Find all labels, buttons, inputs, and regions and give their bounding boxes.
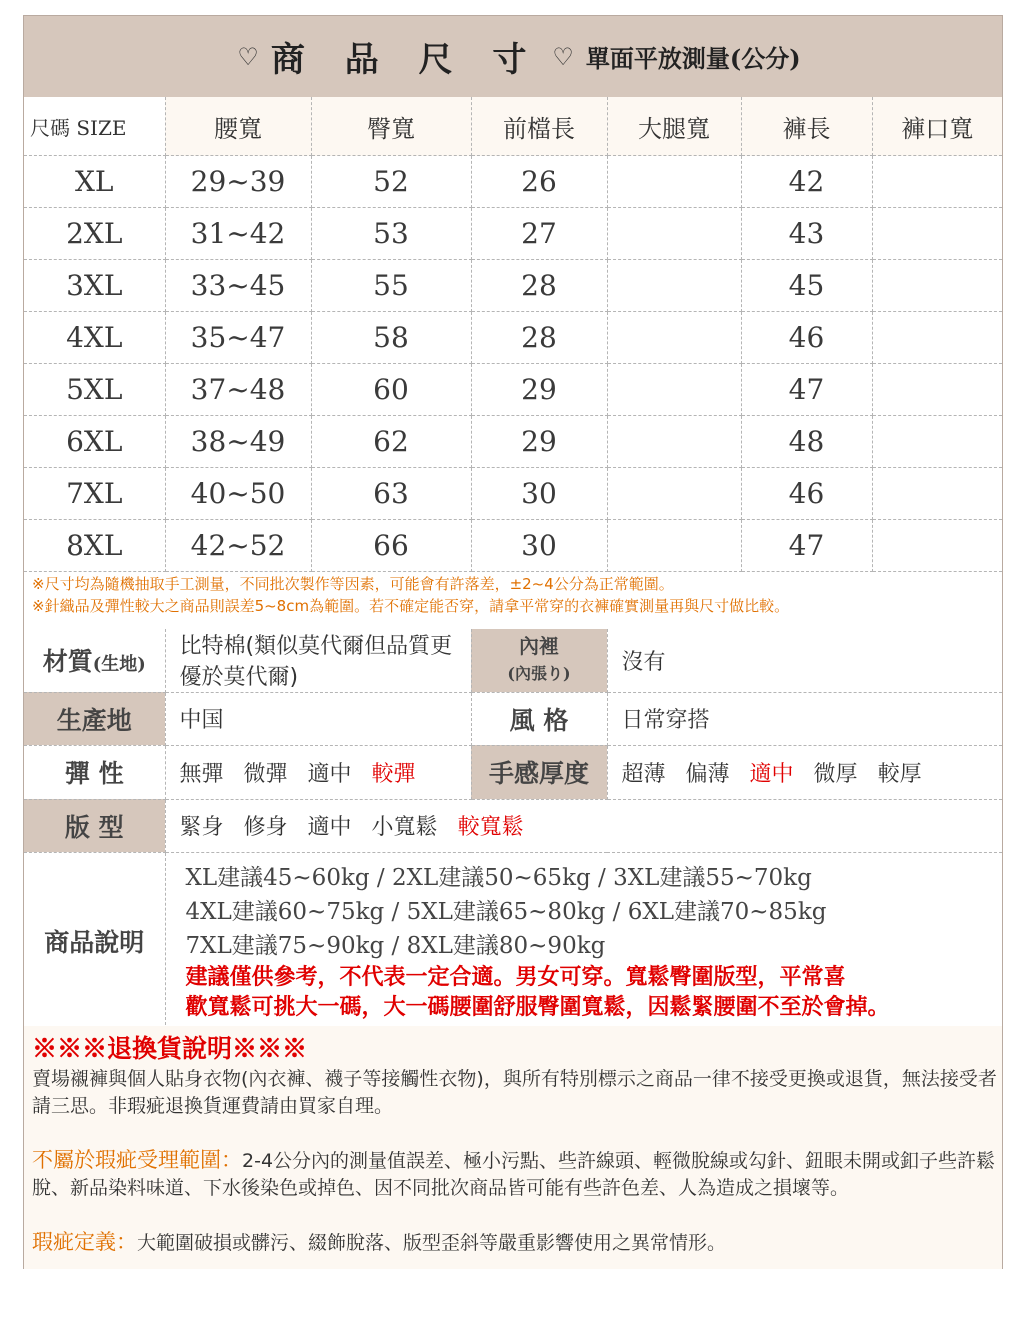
measurement-cell: 63 [311,468,471,520]
measurement-cell: 29 [471,364,607,416]
measurement-cell: 47 [741,520,872,572]
measurement-cell [872,208,1002,260]
column-header-size: 尺碼 SIZE [24,97,165,156]
thickness-option: 較厚 [877,761,922,787]
size-table-row [24,312,1002,364]
return-policy-body [32,1066,997,1284]
measurement-cell: 33~45 [165,260,311,312]
measurement-cell: 38~49 [165,416,311,468]
size-table [24,97,1002,572]
return-policy-title: ※※※退換貨說明※※※ [32,1034,308,1063]
size-label-cell: 7XL [24,468,165,520]
measurement-cell [607,260,741,312]
material-value: 比特棉(類似莫代爾但品質更優於莫代爾) [165,629,471,692]
measurement-cell: 29 [471,416,607,468]
column-header-thigh: 大腿寬 [607,97,741,156]
size-label-cell: 3XL [24,260,165,312]
measurement-cell: 45 [741,260,872,312]
non-defect-text: 2-4公分內的測量值誤差、極小污點、些許線頭、輕微脫線或勾針、鈕眼未開或釦子些許鬆脫、新品染料味道、下水後染色或掉色、因不同批次商品皆可能有些許色差、人為造成之損壞等。 [32,1150,996,1199]
fit-option: 修身 [243,815,288,840]
size-table-header-row [24,97,1002,156]
heart-icon: ♡ [552,42,574,71]
size-table-row [24,208,1002,260]
measurement-notes [32,573,997,617]
size-label-cell: 8XL [24,520,165,572]
measurement-cell: 31~42 [165,208,311,260]
measurement-cell: 37~48 [165,364,311,416]
origin-value: 中国 [165,692,471,745]
lining-label: 內裡 (內張り) [471,629,607,692]
measurement-cell [872,416,1002,468]
header-banner [24,16,1002,97]
fit-option: 小寬鬆 [371,815,438,840]
size-label-cell: 5XL [24,364,165,416]
return-policy-paragraph: 賣場襯褲與個人貼身衣物(內衣褲、襪子等接觸性衣物)，與所有特別標示之商品一律不接受更換或退貨，無法接受者請三思。非瑕疵退換貨運費請由買家自理。 [32,1068,997,1117]
elasticity-option: 較彈 [371,761,416,787]
size-table-row [24,520,1002,572]
size-label-cell: 4XL [24,312,165,364]
measurement-cell [872,468,1002,520]
elasticity-option: 適中 [307,761,352,787]
measurement-cell: 55 [311,260,471,312]
measurement-cell: 42~52 [165,520,311,572]
measurement-cell: 53 [311,208,471,260]
measurement-cell [607,364,741,416]
measurement-cell: 42 [741,156,872,208]
description-line: XL建議45~60kg / 2XL建議50~65kg / 3XL建議55~70kg [185,864,812,891]
style-value: 日常穿搭 [607,692,1002,745]
measurement-cell: 46 [741,312,872,364]
measurement-cell: 48 [741,416,872,468]
measurement-cell: 26 [471,156,607,208]
defect-definition-label: 瑕疵定義： [32,1230,137,1254]
measurement-cell: 43 [741,208,872,260]
size-chart-document [23,15,1003,1269]
info-row-origin [24,692,1002,745]
column-header-front-rise: 前檔長 [471,97,607,156]
non-defect-label: 不屬於瑕疵受理範圍： [32,1148,242,1172]
measurement-cell [872,520,1002,572]
thickness-option: 偏薄 [685,761,730,787]
thickness-option: 微厚 [813,761,858,787]
return-policy-section [24,1026,1002,1269]
thickness-option: 超薄 [621,761,666,787]
measurement-cell: 47 [741,364,872,416]
measurement-cell: 66 [311,520,471,572]
column-header-hip: 臀寬 [311,97,471,156]
product-info-table [24,629,1002,1030]
fit-options [165,799,1002,852]
measurement-cell [607,520,741,572]
measurement-cell: 52 [311,156,471,208]
thickness-label: 手感厚度 [471,745,607,799]
return-policy-paragraph [32,1147,997,1202]
material-label: 材質(生地) [24,629,165,692]
size-table-row [24,364,1002,416]
column-header-waist: 腰寬 [165,97,311,156]
measurement-cell [872,156,1002,208]
lining-value: 沒有 [607,629,1002,692]
elasticity-option: 無彈 [179,761,224,787]
size-table-row [24,416,1002,468]
measurement-cell: 35~47 [165,312,311,364]
measurement-cell [607,416,741,468]
description-line: 7XL建議75~90kg / 8XL建議80~90kg [185,932,606,959]
elasticity-option: 微彈 [243,761,288,787]
fit-option: 適中 [307,815,352,840]
size-label-cell: XL [24,156,165,208]
description-body [165,852,1002,1029]
measurement-cell: 28 [471,312,607,364]
elasticity-options [165,745,471,799]
description-note: 歡寬鬆可挑大一碼，大一碼腰圍舒服臀圍寬鬆，因鬆緊腰圍不至於會掉。 [185,994,890,1020]
size-label-cell: 6XL [24,416,165,468]
size-table-row [24,260,1002,312]
page-subtitle: 單面平放測量(公分) [585,44,801,73]
fit-label: 版 型 [24,799,165,852]
info-row-elasticity [24,745,1002,799]
measurement-cell: 46 [741,468,872,520]
note-line: ※針織品及彈性較大之商品則誤差5~8cm為範圍。若不確定能否穿，請拿平常穿的衣褲確實測量再與尺寸做比較。 [32,597,790,615]
measurement-cell: 29~39 [165,156,311,208]
column-header-hem: 褲口寬 [872,97,1002,156]
info-row-fit [24,799,1002,852]
thickness-options [607,745,1002,799]
measurement-cell [607,312,741,364]
measurement-cell: 30 [471,468,607,520]
size-table-row [24,156,1002,208]
measurement-cell: 30 [471,520,607,572]
origin-label: 生產地 [24,692,165,745]
fit-option: 緊身 [179,815,224,840]
note-line: ※尺寸均為隨機抽取手工測量，不同批次製作等因素，可能會有許落差，±2~4公分為正常範圍。 [32,575,674,593]
page-title: 商 品 尺 寸 [270,40,541,80]
measurement-cell [607,156,741,208]
description-label: 商品說明 [24,852,165,1029]
measurement-cell: 60 [311,364,471,416]
measurement-cell: 27 [471,208,607,260]
info-row-material [24,629,1002,692]
fit-option: 較寬鬆 [457,815,524,840]
defect-definition-text: 大範圍破損或髒污、綴飾脫落、版型歪斜等嚴重影響使用之異常情形。 [137,1232,727,1254]
column-header-length: 褲長 [741,97,872,156]
measurement-cell: 58 [311,312,471,364]
measurement-cell: 28 [471,260,607,312]
size-label-cell: 2XL [24,208,165,260]
measurement-cell: 62 [311,416,471,468]
measurement-cell [607,208,741,260]
elasticity-label: 彈 性 [24,745,165,799]
description-line: 4XL建議60~75kg / 5XL建議65~80kg / 6XL建議70~85kg [185,898,827,925]
description-note: 建議僅供參考，不代表一定合適。男女可穿。寬鬆臀圍版型，平常喜 [185,964,846,990]
style-label: 風 格 [471,692,607,745]
measurement-cell [872,312,1002,364]
return-policy-paragraph [32,1229,997,1257]
info-row-description [24,852,1002,1029]
measurement-cell [872,260,1002,312]
heart-icon: ♡ [237,42,259,71]
size-table-row [24,468,1002,520]
measurement-cell [607,468,741,520]
measurement-cell: 40~50 [165,468,311,520]
measurement-cell [872,364,1002,416]
thickness-option: 適中 [749,761,794,787]
